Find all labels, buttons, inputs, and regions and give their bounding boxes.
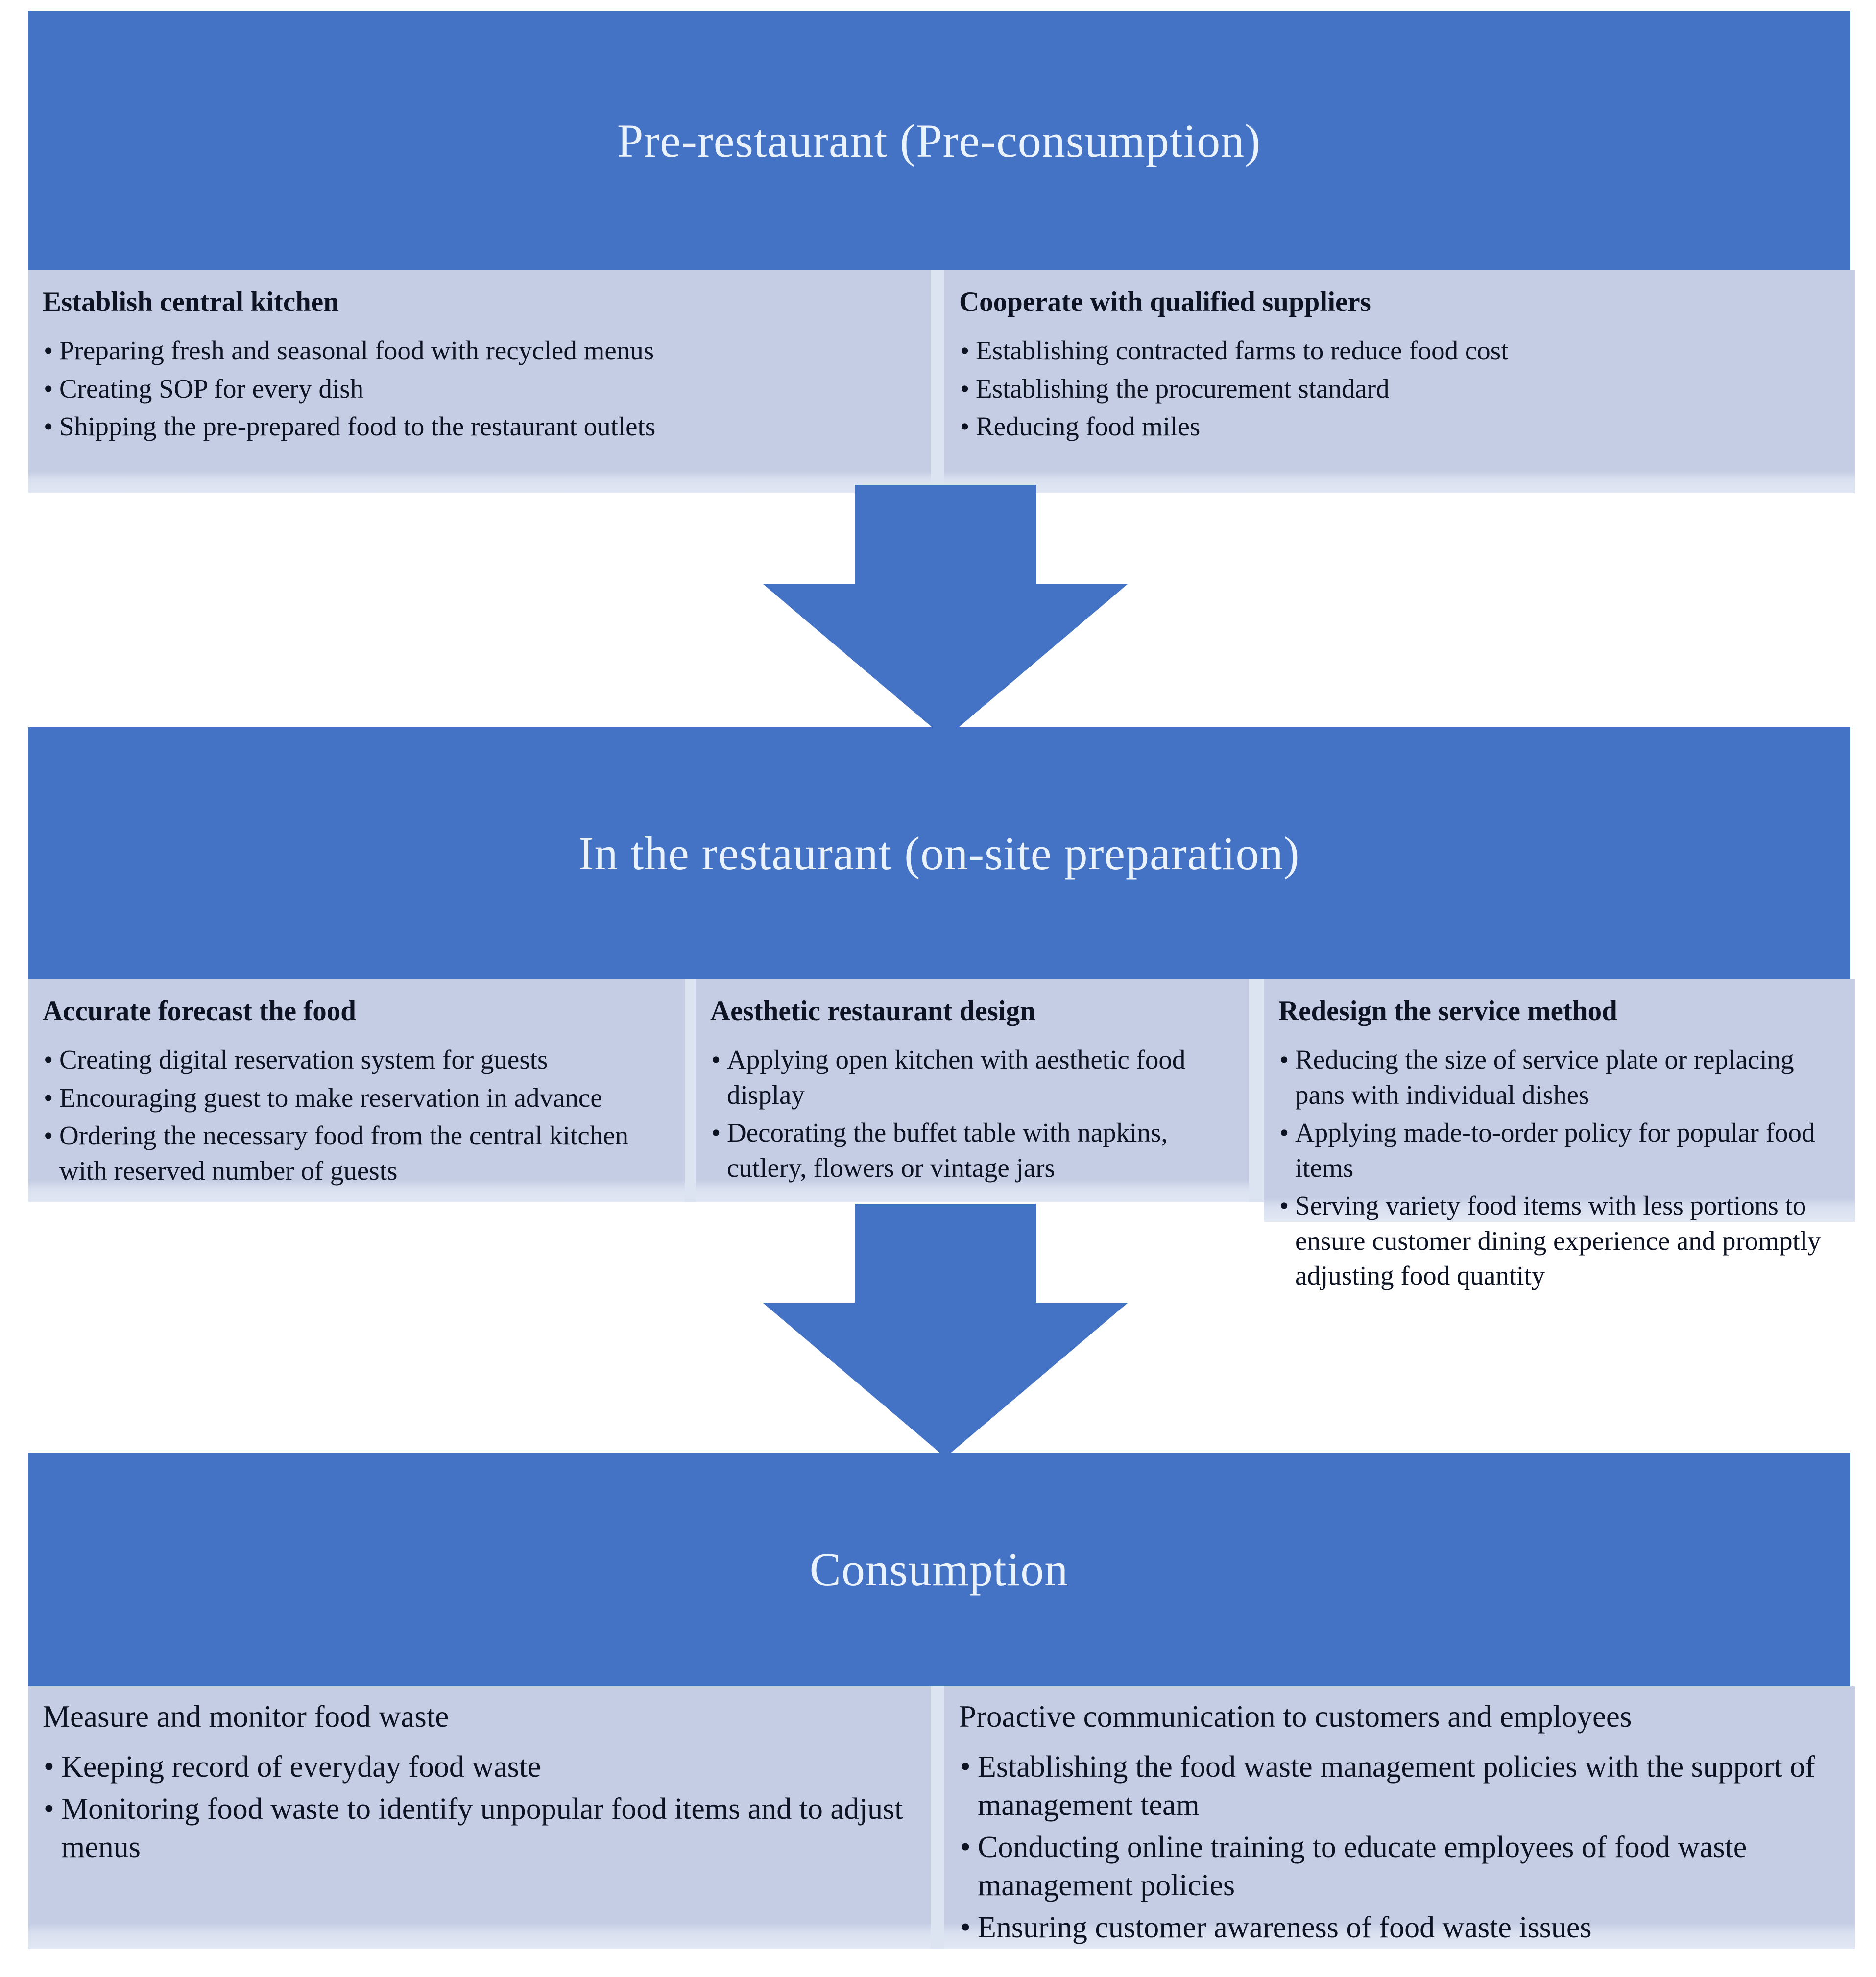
section-header-pre-restaurant bbox=[28, 11, 1850, 270]
bullet-text: Preparing fresh and seasonal food with recycled menus bbox=[59, 335, 654, 366]
bullet-text: Shipping the pre-prepared food to the restaurant outlets bbox=[59, 411, 656, 442]
column-establish-central-kitchen bbox=[28, 270, 931, 447]
section-title-consumption: Consumption bbox=[809, 1543, 1069, 1596]
column-aesthetic-design bbox=[696, 979, 1249, 1188]
bullet-text: Monitoring food waste to identify unpopular food items and to adjust menus bbox=[61, 1792, 903, 1864]
bullet-item bbox=[959, 1828, 1834, 1905]
column-heading: Establish central kitchen bbox=[43, 286, 339, 317]
bullet-item bbox=[43, 1042, 664, 1077]
bullet-item bbox=[1278, 1188, 1834, 1293]
bullet-text: Establishing the procurement standard bbox=[976, 373, 1390, 404]
bullet-item bbox=[43, 409, 910, 444]
bullet-text: Reducing the size of service plate or replacing pans with individual dishes bbox=[1295, 1045, 1794, 1110]
bullet-item bbox=[1278, 1042, 1834, 1112]
bullet-text: Conducting online training to educate employees of food waste management policies bbox=[978, 1831, 1747, 1903]
column-heading: Cooperate with qualified suppliers bbox=[959, 286, 1371, 317]
column-heading: Measure and monitor food waste bbox=[43, 1699, 449, 1734]
bullet-text: Creating SOP for every dish bbox=[59, 373, 364, 404]
section-header-consumption bbox=[28, 1453, 1850, 1686]
bullet-item bbox=[43, 1118, 664, 1188]
bullet-item bbox=[959, 371, 1834, 406]
bullet-item bbox=[710, 1042, 1228, 1112]
bullet-text: Establishing the food waste management policies with the support of management team bbox=[978, 1750, 1815, 1822]
bullet-text: Encouraging guest to make reservation in advance bbox=[59, 1082, 602, 1113]
bullet-item bbox=[959, 409, 1834, 444]
bullet-text: Ensuring customer awareness of food waste issues bbox=[978, 1911, 1592, 1945]
bullet-text: Decorating the buffet table with napkins, cutlery, flowers or vintage jars bbox=[727, 1118, 1168, 1183]
bullet-item bbox=[710, 1115, 1228, 1185]
down-arrow-icon bbox=[763, 485, 1128, 738]
bullet-text: Applying open kitchen with aesthetic food display bbox=[727, 1045, 1186, 1110]
bullet-item bbox=[43, 1748, 910, 1786]
column-heading: Aesthetic restaurant design bbox=[710, 996, 1035, 1026]
bullet-text: Reducing food miles bbox=[976, 411, 1201, 442]
column-measure-monitor bbox=[28, 1686, 931, 1870]
column-heading: Accurate forecast the food bbox=[43, 996, 356, 1026]
column-heading: Redesign the service method bbox=[1278, 996, 1617, 1026]
column-cooperate-suppliers bbox=[944, 270, 1855, 447]
bullet-item bbox=[43, 371, 910, 406]
column-redesign-service bbox=[1264, 979, 1855, 1296]
bullet-text: Creating digital reservation system for guests bbox=[59, 1045, 548, 1075]
bullet-item bbox=[1278, 1115, 1834, 1185]
bullet-item bbox=[43, 1080, 664, 1116]
bullet-text: Ordering the necessary food from the central kitchen with reserved number of guests bbox=[59, 1120, 629, 1186]
section-title-in-restaurant: In the restaurant (on-site preparation) bbox=[578, 827, 1300, 880]
bullet-item bbox=[959, 1748, 1834, 1824]
bullet-item bbox=[43, 1790, 910, 1866]
down-arrow-icon bbox=[763, 1204, 1128, 1457]
column-accurate-forecast bbox=[28, 979, 685, 1191]
bullet-item bbox=[43, 333, 910, 368]
bullet-text: Serving variety food items with less portions to ensure customer dining experience and promptly adjusting food quantity bbox=[1295, 1191, 1821, 1291]
section-header-in-restaurant bbox=[28, 727, 1850, 979]
bullet-text: Establishing contracted farms to reduce food cost bbox=[976, 335, 1509, 366]
bullet-text: Keeping record of everyday food waste bbox=[61, 1750, 541, 1784]
column-proactive-communication bbox=[944, 1686, 1855, 1951]
bullet-text: Applying made-to-order policy for popular food items bbox=[1295, 1118, 1815, 1183]
bullet-item bbox=[959, 333, 1834, 368]
bullet-item bbox=[959, 1908, 1834, 1947]
column-heading: Proactive communication to customers and employees bbox=[959, 1699, 1632, 1734]
section-title-pre-restaurant: Pre-restaurant (Pre-consumption) bbox=[617, 114, 1261, 167]
